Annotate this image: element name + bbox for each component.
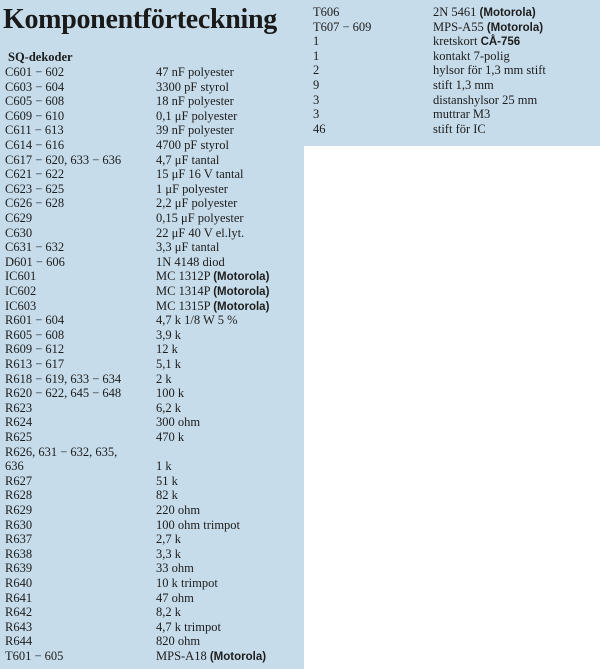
component-reference: C621 − 622 <box>5 167 65 182</box>
component-reference: R637 <box>5 532 33 547</box>
component-value <box>433 93 537 108</box>
component-value-text: 3,3 k <box>156 546 181 561</box>
component-value <box>156 488 178 503</box>
component-reference: C614 − 616 <box>5 138 65 152</box>
component-value <box>156 605 181 620</box>
component-value <box>433 34 520 50</box>
component-value <box>156 196 237 211</box>
component-reference: R640 <box>5 576 33 590</box>
component-value-text: 2,2 μF polyester <box>156 196 238 211</box>
component-value-text: 300 ohm <box>156 415 201 430</box>
component-reference: R623 <box>5 400 33 415</box>
component-reference: C605 − 608 <box>5 94 65 109</box>
component-value-text: 4700 pF styrol <box>156 138 229 152</box>
component-value-text: 1N 4148 diod <box>156 254 225 269</box>
component-value-text: 4,7 k trimpot <box>156 619 221 634</box>
component-value <box>156 138 229 153</box>
component-reference: R605 − 608 <box>5 327 65 342</box>
component-reference: IC602 <box>5 284 37 298</box>
component-reference: 9 <box>313 78 320 92</box>
component-value-text: stift 1,3 mm <box>433 78 494 92</box>
component-value-text: 3,3 μF tantal <box>156 240 220 255</box>
component-reference: 1 <box>313 34 320 49</box>
component-value <box>156 459 172 474</box>
component-reference: IC601 <box>5 269 37 284</box>
component-value-text: MPS-A18 <box>156 649 207 663</box>
component-reference: R626, 631 − 632, 635, <box>5 444 118 459</box>
component-reference: 3 <box>313 92 320 107</box>
component-value <box>156 372 172 387</box>
component-value <box>433 78 494 93</box>
component-value <box>156 328 181 343</box>
component-reference: C603 − 604 <box>5 79 65 94</box>
component-value <box>156 634 200 649</box>
component-reference: T606 <box>313 5 340 19</box>
component-reference: R630 <box>5 517 33 532</box>
component-value <box>433 63 546 78</box>
component-value <box>156 269 269 285</box>
component-value-text: 12 k <box>156 342 178 357</box>
component-reference: 46 <box>313 121 326 136</box>
component-reference: R601 − 604 <box>5 313 65 328</box>
component-reference: 1 <box>313 48 320 63</box>
component-manufacturer: (Motorola) <box>479 7 536 19</box>
component-value <box>156 576 218 591</box>
component-value <box>156 299 269 315</box>
component-reference: R639 <box>5 561 33 576</box>
component-value-text: 15 μF 16 V tantal <box>156 167 244 182</box>
component-value <box>156 401 181 416</box>
component-value-text: stift för IC <box>433 121 486 136</box>
component-value-text: 39 nF polyester <box>156 123 234 138</box>
component-value-text: 3,9 k <box>156 327 181 342</box>
component-value <box>156 561 194 576</box>
component-value-text: 10 k trimpot <box>156 576 218 590</box>
component-value-text: 100 ohm trimpot <box>156 517 241 532</box>
component-value-text: 1 μF polyester <box>156 181 228 196</box>
component-value-text: MC 1314P <box>156 284 211 298</box>
component-value <box>156 167 244 182</box>
component-value-text: 82 k <box>156 488 178 503</box>
component-reference: 3 <box>313 107 320 122</box>
component-value-text: kontakt 7-polig <box>433 48 510 63</box>
component-reference: C629 <box>5 211 33 225</box>
component-reference: R638 <box>5 546 33 561</box>
section-heading-sq-dekoder: SQ-dekoder <box>8 50 73 64</box>
component-value <box>156 211 244 226</box>
component-value <box>156 503 200 518</box>
component-value-text: 820 ohm <box>156 634 201 649</box>
component-value <box>156 430 184 445</box>
component-value <box>156 182 228 197</box>
component-reference: R629 <box>5 503 33 517</box>
component-value <box>156 109 237 124</box>
component-reference: 636 <box>5 459 24 474</box>
component-value <box>156 123 234 138</box>
component-reference: C631 − 632 <box>5 240 65 255</box>
component-value-text: 4,7 μF tantal <box>156 152 220 167</box>
component-manufacturer: (Motorola) <box>209 651 267 663</box>
component-value <box>156 620 221 635</box>
component-value-text: 0,1 μF polyester <box>156 108 238 123</box>
component-value <box>156 240 219 255</box>
component-reference: R643 <box>5 619 33 634</box>
component-reference: R644 <box>5 634 33 649</box>
component-value-text: 47 ohm <box>156 590 194 605</box>
component-manufacturer: (Motorola) <box>213 271 270 284</box>
component-reference: C617 − 620, 633 − 636 <box>5 152 122 167</box>
component-value <box>156 65 234 80</box>
component-value <box>433 20 543 36</box>
component-value <box>156 415 200 430</box>
component-reference: IC603 <box>5 298 37 313</box>
component-value-text: MPS-A55 <box>433 19 484 34</box>
component-reference: C626 − 628 <box>5 196 65 211</box>
component-manufacturer: (Motorola) <box>486 21 544 34</box>
component-value-text: 5,1 k <box>156 357 181 371</box>
component-reference: C623 − 625 <box>5 181 65 196</box>
component-value <box>156 386 184 401</box>
component-value-text: distanshylsor 25 mm <box>433 92 538 107</box>
component-reference: C630 <box>5 225 33 240</box>
component-value-text: 100 k <box>156 386 185 401</box>
component-reference: R624 <box>5 415 33 430</box>
component-value-text: MC 1315P <box>156 298 211 313</box>
component-value-text: 22 μF 40 V el.lyt. <box>156 225 245 240</box>
component-value-text: 470 k <box>156 430 185 444</box>
component-reference: R609 − 612 <box>5 342 65 357</box>
component-reference: R625 <box>5 430 33 444</box>
component-value-text: 47 nF polyester <box>156 65 234 79</box>
component-manufacturer: (Motorola) <box>213 300 270 313</box>
component-value <box>156 153 219 168</box>
component-reference: R613 − 617 <box>5 357 65 371</box>
component-reference: R620 − 622, 645 − 648 <box>5 386 122 401</box>
component-value <box>433 122 486 137</box>
component-reference: C611 − 613 <box>5 123 64 138</box>
component-value-text: 2,7 k <box>156 532 181 547</box>
component-reference: R642 <box>5 605 33 620</box>
component-reference: T601 − 605 <box>5 649 64 663</box>
component-reference: R627 <box>5 473 33 488</box>
component-value-text: MC 1312P <box>156 269 211 284</box>
component-value <box>156 474 178 489</box>
component-value <box>433 5 536 21</box>
component-value <box>433 107 490 122</box>
component-manufacturer: CÅ-756 <box>480 36 521 49</box>
component-value-text: 220 ohm <box>156 503 201 517</box>
component-value-text: 18 nF polyester <box>156 94 234 109</box>
component-value <box>156 649 266 665</box>
component-value <box>156 94 234 109</box>
component-value-text: 0,15 μF polyester <box>156 211 244 225</box>
component-value <box>156 226 244 241</box>
component-value-text: 4,7 k 1/8 W 5 % <box>156 313 238 328</box>
component-value <box>156 518 240 533</box>
component-reference: D601 − 606 <box>5 254 65 269</box>
component-reference: R618 − 619, 633 − 634 <box>5 371 122 386</box>
component-reference: C609 − 610 <box>5 108 65 123</box>
component-value <box>433 49 510 64</box>
component-value-text: 8,2 k <box>156 605 181 620</box>
component-value-text: 33 ohm <box>156 561 194 576</box>
component-reference: C601 − 602 <box>5 65 65 79</box>
component-manufacturer: (Motorola) <box>213 286 270 298</box>
component-reference: R628 <box>5 488 33 503</box>
component-value-text: muttrar M3 <box>433 107 491 122</box>
component-value-text: 3300 pF styrol <box>156 79 229 94</box>
component-value-text: hylsor för 1,3 mm stift <box>433 63 546 78</box>
component-value <box>156 591 194 606</box>
component-value-text: 6,2 k <box>156 400 181 415</box>
component-value-text: kretskort <box>433 34 478 49</box>
component-value-text: 1 k <box>156 459 172 474</box>
component-value <box>156 313 237 328</box>
component-value-text: 51 k <box>156 473 178 488</box>
component-reference: 2 <box>313 63 320 78</box>
component-value <box>156 342 178 357</box>
component-value <box>156 357 181 372</box>
component-value-text: 2 k <box>156 371 172 386</box>
page-title: Komponentförteckning <box>3 4 278 35</box>
component-value-text: 2N 5461 <box>433 5 477 19</box>
component-value <box>156 547 181 562</box>
component-reference: T607 − 609 <box>313 19 372 34</box>
component-value <box>156 80 229 95</box>
component-value <box>156 284 269 300</box>
component-reference: R641 <box>5 590 33 605</box>
component-value <box>156 255 225 270</box>
component-value <box>156 532 181 547</box>
